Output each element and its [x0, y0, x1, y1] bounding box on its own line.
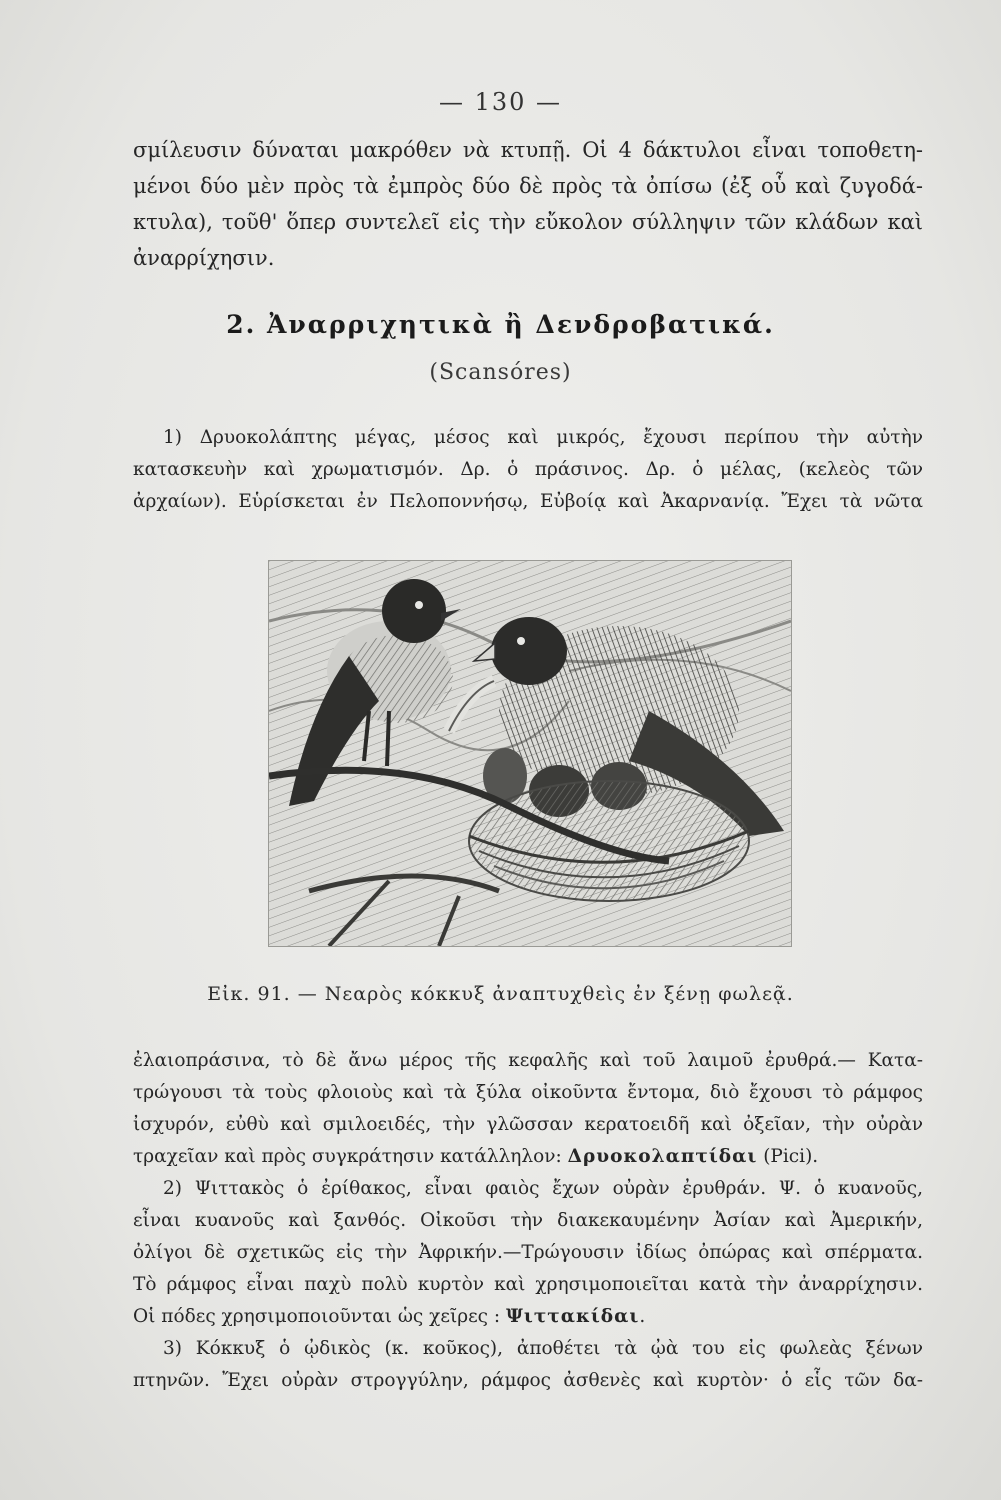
top-paragraph: [133, 132, 923, 276]
text-line: [133, 1205, 923, 1237]
section-latin-name: (Scansóres): [429, 360, 572, 385]
text-line: 1) Δρυοκολάπτης μέγας, μέσος καὶ μικρός, ἔχουσι περίπου τὴν αὐτὴν: [163, 427, 923, 448]
text-line: [133, 1173, 923, 1205]
text-segment: 3) Κόκκυξ ὁ ᾠδικὸς (κ. κοῦκος), ἀποθέτει τὰ ᾠὰ του εἰς φωλεὰς ξένων: [163, 1338, 923, 1359]
body-paragraph: [133, 1045, 923, 1397]
text-segment: πτηνῶν. Ἔχει οὐρὰν στρογγύλην, ράμφος ἀσθενὲς καὶ κυρτὸν· ὁ εἷς τῶν δα-: [133, 1370, 923, 1391]
text-segment: ὀλίγοι δὲ σχετικῶς εἰς τὴν Ἀφρικήν.—Τρώγουσιν ἰδίως ὀπώρας καὶ σπέρματα.: [133, 1242, 923, 1263]
text-segment: τρώγουσι τὰ τοὺς φλοιοὺς καὶ τὰ ξύλα οἰκοῦντα ἔντομα, διὸ ἔχουσι τὸ ράμφος: [133, 1082, 923, 1103]
text-line: [133, 1301, 923, 1333]
text-segment: εἶναι κυανοῦς καὶ ξανθός. Οἰκοῦσι τὴν διακεκαυμένην Ἀσίαν καὶ Ἀμερικήν,: [133, 1210, 923, 1231]
text-line: [133, 1237, 923, 1269]
text-segment: .: [639, 1306, 646, 1327]
section-title: 2. Ἀναρριχητικὰ ἢ Δενδροβατικά.: [226, 310, 775, 339]
text-segment: (Pici).: [757, 1146, 819, 1167]
figure-caption: Εἰκ. 91. — Νεαρὸς κόκκυξ ἀναπτυχθεὶς ἐν ξένῃ φωλεᾷ.: [207, 983, 794, 1005]
bird-engraving: [269, 561, 791, 946]
text-line: σμίλευσιν δύναται μακρόθεν νὰ κτυπῇ. Οἱ 4 δάκτυλοι εἶναι τοποθετη-: [133, 138, 923, 162]
text-line: κτυλα), τοῦθ' ὅπερ συντελεῖ εἰς τὴν εὔκολον σύλληψιν τῶν κλάδων καὶ: [133, 210, 923, 234]
family-name-term: Δρυοκολαπτίδαι: [567, 1146, 758, 1167]
text-line: ἀρχαίων). Εὑρίσκεται ἐν Πελοποννήσῳ, Εὐβοίᾳ καὶ Ἀκαρνανίᾳ. Ἔχει τὰ νῶτα: [133, 491, 923, 512]
text-line: [133, 1333, 923, 1365]
text-line: ἀναρρίχησιν.: [133, 246, 275, 270]
page-number: — 130 —: [438, 88, 563, 116]
text-line: μένοι δύο μὲν πρὸς τὰ ἐμπρὸς δύο δὲ πρὸς τὰ ὀπίσω (ἐξ οὗ καὶ ζυγοδά-: [133, 174, 923, 198]
text-line: [133, 1269, 923, 1301]
text-line: [133, 1109, 923, 1141]
text-segment: τραχεῖαν καὶ πρὸς συγκράτησιν κατάλληλον:: [133, 1146, 568, 1167]
family-name-term: Ψιττακίδαι: [506, 1306, 640, 1327]
text-segment: 2) Ψιττακὸς ὁ ἐρίθακος, εἶναι φαιὸς ἔχων οὐρὰν ἐρυθράν. Ψ. ὁ κυανοῦς,: [163, 1178, 923, 1199]
text-segment: Οἱ πόδες χρησιμοποιοῦνται ὡς χεῖρες :: [133, 1306, 507, 1327]
text-line: [133, 1045, 923, 1077]
engraving-cuckoo-nest-illustration: [268, 560, 792, 947]
text-line: [133, 1365, 923, 1397]
text-segment: Τὸ ράμφος εἶναι παχὺ πολὺ κυρτὸν καὶ χρησιμοποιεῖται κατὰ τὴν ἀναρρίχησιν.: [133, 1274, 923, 1295]
intro-paragraph: [133, 422, 923, 518]
text-line: κατασκευὴν καὶ χρωματισμόν. Δρ. ὁ πράσινος. Δρ. ὁ μέλας, (κελεὸς τῶν: [133, 459, 923, 480]
text-line: [133, 1141, 923, 1173]
text-line: [133, 1077, 923, 1109]
text-segment: ἰσχυρόν, εὐθὺ καὶ σμιλοειδές, τὴν γλῶσσαν κερατοειδῆ καὶ ὀξεῖαν, τὴν οὐρὰν: [133, 1114, 923, 1135]
text-segment: ἐλαιοπράσινα, τὸ δὲ ἄνω μέρος τῆς κεφαλῆς καὶ τοῦ λαιμοῦ ἐρυθρά.— Κατα-: [133, 1050, 923, 1071]
